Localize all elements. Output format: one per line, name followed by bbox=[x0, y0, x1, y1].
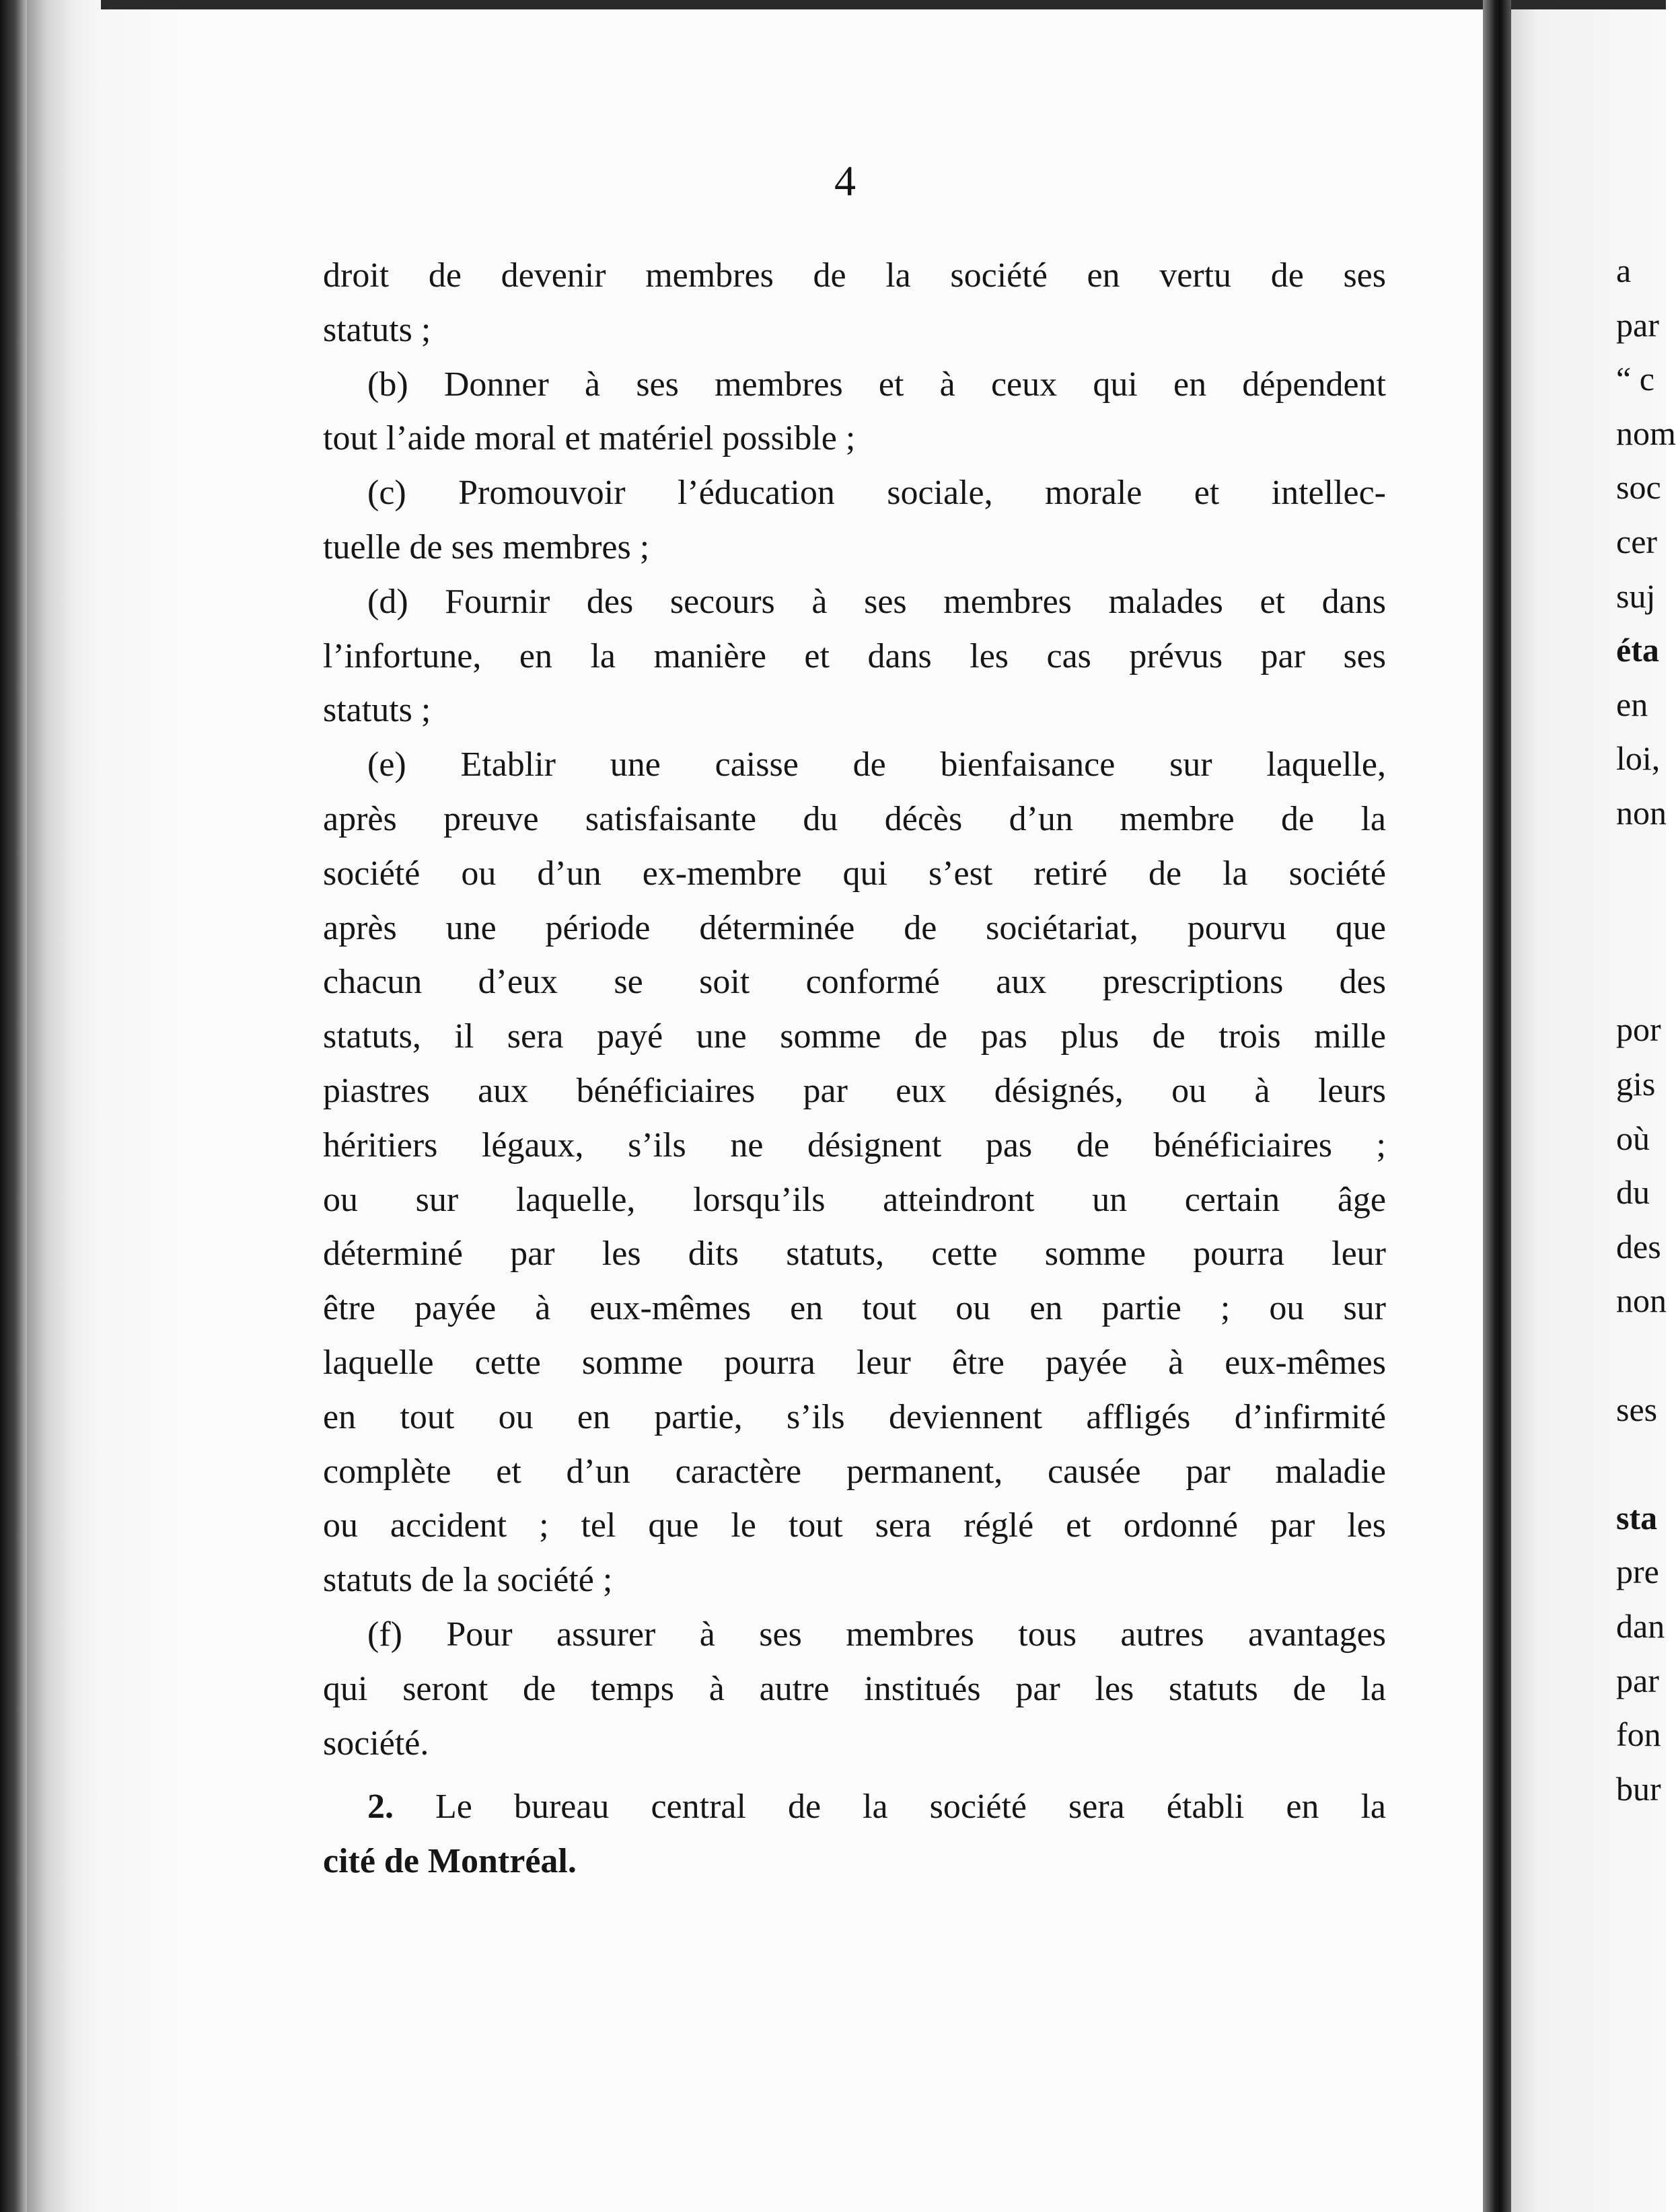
page-right-fragment bbox=[1511, 9, 1676, 2212]
article-2-text: Le bureau central de la société sera établi en la bbox=[435, 1787, 1386, 1827]
next-page-fragment: du bbox=[1616, 1173, 1650, 1212]
text-line: être payée à eux-mêmes en tout ou en partie ; ou sur bbox=[323, 1289, 1386, 1328]
text-line: statuts, il sera payé une somme de pas plus de trois mille bbox=[323, 1017, 1386, 1056]
text-line: ou sur laquelle, lorsqu’ils atteindront un certain âge bbox=[323, 1180, 1386, 1219]
text-line: l’infortune, en la manière et dans les cas prévus par ses bbox=[323, 636, 1386, 675]
text-line: société ou d’un ex-membre qui s’est retiré de la société bbox=[323, 854, 1386, 893]
text-line: en tout ou en partie, s’ils deviennent affligés d’infirmité bbox=[323, 1397, 1386, 1436]
next-page-fragment: pre bbox=[1616, 1553, 1659, 1591]
next-page-fragment: fon bbox=[1616, 1716, 1661, 1754]
next-page-fragment: ses bbox=[1616, 1390, 1658, 1428]
text-line: piastres aux bénéficiaires par eux désignés, ou à leurs bbox=[323, 1071, 1386, 1110]
next-page-fragment: por bbox=[1616, 1010, 1661, 1049]
binding-shadow-inner bbox=[27, 0, 101, 2212]
text-line: complète et d’un caractère permanent, causée par maladie bbox=[323, 1452, 1386, 1491]
text-line: statuts ; bbox=[323, 310, 431, 349]
next-page-fragment: cer bbox=[1616, 523, 1658, 560]
next-page-fragment: a bbox=[1616, 252, 1632, 289]
next-page-fragment: dan bbox=[1616, 1607, 1665, 1645]
text-line: héritiers légaux, s’ils ne désignent pas de bénéficiaires ; bbox=[323, 1126, 1386, 1165]
text-line: statuts ; bbox=[323, 691, 431, 730]
book-gutter bbox=[1483, 0, 1511, 2212]
page-number: 4 bbox=[834, 157, 856, 205]
next-page-fragment: non bbox=[1616, 1282, 1667, 1320]
next-page-fragment: gis bbox=[1616, 1065, 1656, 1103]
text-line: déterminé par les dits statuts, cette somme pourra leur bbox=[323, 1234, 1386, 1274]
next-page-fragment: des bbox=[1616, 1227, 1661, 1265]
scanner-top-edge bbox=[0, 0, 1666, 9]
article-2-line-2: cité de Montréal. bbox=[323, 1842, 577, 1881]
article-2-line-1 bbox=[323, 1780, 1386, 1835]
text-line: chacun d’eux se soit conformé aux prescriptions des bbox=[323, 963, 1386, 1002]
text-line: tout l’aide moral et matériel possible ; bbox=[323, 419, 856, 458]
text-line: après une période déterminée de sociétariat, pourvu que bbox=[323, 908, 1386, 947]
next-page-fragment: par bbox=[1616, 1661, 1659, 1699]
text-line: tuelle de ses membres ; bbox=[323, 527, 650, 566]
text-line: droit de devenir membres de la société en vertu de ses bbox=[323, 256, 1386, 295]
next-page-fragment: soc bbox=[1616, 468, 1661, 507]
text-line: statuts de la société ; bbox=[323, 1561, 613, 1600]
paragraph-gap bbox=[323, 1771, 1386, 1780]
next-page-fragment: loi, bbox=[1616, 739, 1661, 778]
text-line: (c) Promouvoir l’éducation sociale, morale et intellec- bbox=[367, 474, 1386, 513]
next-page-fragment: “ c bbox=[1616, 360, 1654, 398]
next-page-fragment: suj bbox=[1616, 577, 1656, 615]
next-page-fragment: par bbox=[1616, 305, 1659, 344]
next-page-fragment: nom bbox=[1616, 414, 1676, 452]
text-line: ou accident ; tel que le tout sera réglé et ordonné par les bbox=[323, 1506, 1386, 1545]
text-line: (f) Pour assurer à ses membres tous autres avantages bbox=[367, 1615, 1386, 1654]
next-page-fragment: sta bbox=[1616, 1498, 1658, 1537]
body-text bbox=[323, 249, 1386, 1889]
next-page-fragment: bur bbox=[1616, 1769, 1661, 1808]
next-page-fragment: éta bbox=[1616, 631, 1659, 669]
article-number: 2. bbox=[367, 1787, 394, 1827]
binding-shadow-outer bbox=[0, 0, 27, 2212]
text-line: qui seront de temps à autre institués par les statuts de la bbox=[323, 1669, 1386, 1708]
next-page-fragment: non bbox=[1616, 794, 1667, 832]
text-line: après preuve satisfaisante du décès d’un membre de la bbox=[323, 799, 1386, 838]
next-page-fragment: en bbox=[1616, 685, 1648, 723]
text-line: laquelle cette somme pourra leur être payée à eux-mêmes bbox=[323, 1343, 1386, 1382]
text-line: société. bbox=[323, 1724, 429, 1763]
text-line: (b) Donner à ses membres et à ceux qui en dépendent bbox=[367, 365, 1386, 404]
text-line: (d) Fournir des secours à ses membres malades et dans bbox=[367, 582, 1386, 621]
next-page-fragment: où bbox=[1616, 1119, 1650, 1157]
text-line: (e) Etablir une caisse de bienfaisance sur laquelle, bbox=[367, 745, 1386, 784]
